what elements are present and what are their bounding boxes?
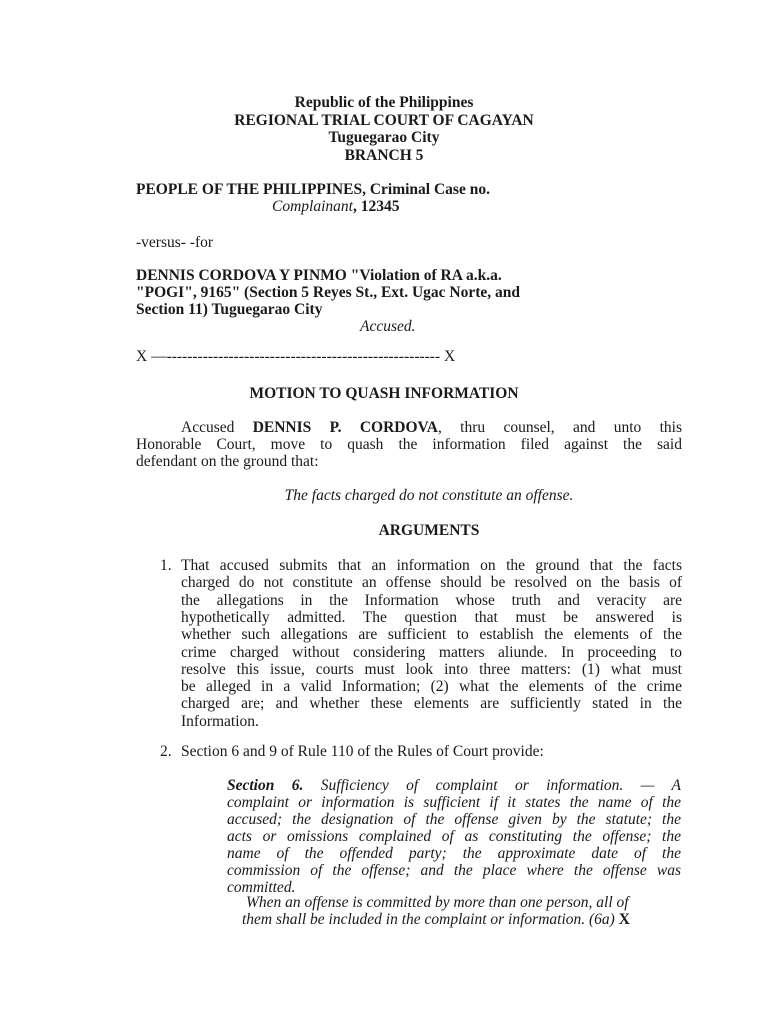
quote-para2-text: them shall be included in the complaint or information. (6a) (242, 911, 619, 928)
quote-line: acts or omissions complained of as constituting the offense; the (227, 828, 681, 845)
intro-line-3: defendant on the ground that: (136, 453, 319, 470)
arguments-heading: ARGUMENTS (378, 522, 480, 539)
quote-para2-line-1: When an offense is committed by more than one person, all of (246, 894, 629, 911)
quote-line: accused; the designation of the offense given by the statute; the (227, 811, 681, 828)
accused-line-2: "POGI", 9165" (Section 5 Reyes St., Ext. Ugac Norte, and (136, 284, 521, 301)
argument-2-text: Section 6 and 9 of Rule 110 of the Rules of Court provide: (181, 743, 544, 760)
quote-end-mark: X (618, 911, 630, 928)
case-number: , 12345 (352, 198, 400, 215)
quote-line: committed. (227, 879, 296, 896)
argument-1-line: whether such allegations are sufficient to establish the elements of the (181, 626, 682, 644)
argument-1-number: 1. (160, 557, 172, 574)
argument-1-line: resolve this issue, courts must look into three matters: (1) what must (181, 660, 682, 678)
intro-line-2: Honorable Court, move to quash the information filed against the said (136, 436, 682, 453)
complainant-label: Complainant (272, 198, 353, 215)
quote-heading-text: Sufficiency of complaint or information. — A (303, 777, 681, 794)
intro-pre: Accused (181, 419, 253, 436)
argument-1-line: crime charged without considering matters aliunde. In proceeding to (181, 643, 682, 661)
argument-1-line: That accused submits that an information on the ground that the facts (181, 557, 682, 574)
accused-name: DENNIS P. CORDOVA (252, 419, 438, 436)
court-header (0, 94, 768, 164)
argument-1-line: charged are; and whether these elements are sufficiently stated in the (181, 695, 682, 713)
quote-para2-line-2 (242, 911, 630, 928)
argument-1-line: hypothetically admitted. The question that must be answered is (181, 608, 682, 626)
quote-line: commission of the offense; and the place where the offense was (227, 862, 681, 879)
accused-line-1: DENNIS CORDOVA Y PINMO "Violation of RA a.k.a. (136, 267, 502, 284)
document-title: MOTION TO QUASH INFORMATION (249, 385, 519, 402)
header-court: REGIONAL TRIAL COURT OF CAGAYAN (234, 111, 534, 129)
quote-line-1 (227, 777, 681, 794)
intro-line-1 (136, 419, 682, 436)
argument-1-line: the allegations in the Information whose truth and veracity are (181, 591, 682, 609)
argument-2-number: 2. (160, 743, 172, 760)
argument-1-line: Information. (181, 712, 259, 730)
intro-post: , thru counsel, and unto this (437, 419, 682, 436)
quote-line: name of the offended party; the approximate date of the (227, 845, 681, 862)
argument-1-line: charged do not constitute an offense should be resolved on the basis of (181, 574, 682, 592)
caption-people: PEOPLE OF THE PHILIPPINES, Criminal Case no. (136, 181, 490, 198)
caption-complainant (272, 198, 399, 215)
quote-section-label: Section 6. (227, 777, 304, 794)
ground-statement: The facts charged do not constitute an offense. (284, 487, 574, 504)
accused-line-3: Section 11) Tuguegarao City (136, 301, 323, 318)
accused-label: Accused. (360, 318, 416, 335)
argument-1-line: be alleged in a valid Information; (2) what the elements of the crime (181, 678, 682, 696)
quote-line: complaint or information is sufficient if it states the name of the (227, 794, 681, 811)
caption-versus: -versus- -for (136, 234, 214, 251)
caption-separator: X —----------------------------------------------------- X (136, 348, 456, 365)
header-branch: BRANCH 5 (344, 146, 424, 164)
header-city: Tuguegarao City (328, 129, 440, 146)
header-republic: Republic of the Philippines (294, 94, 474, 111)
